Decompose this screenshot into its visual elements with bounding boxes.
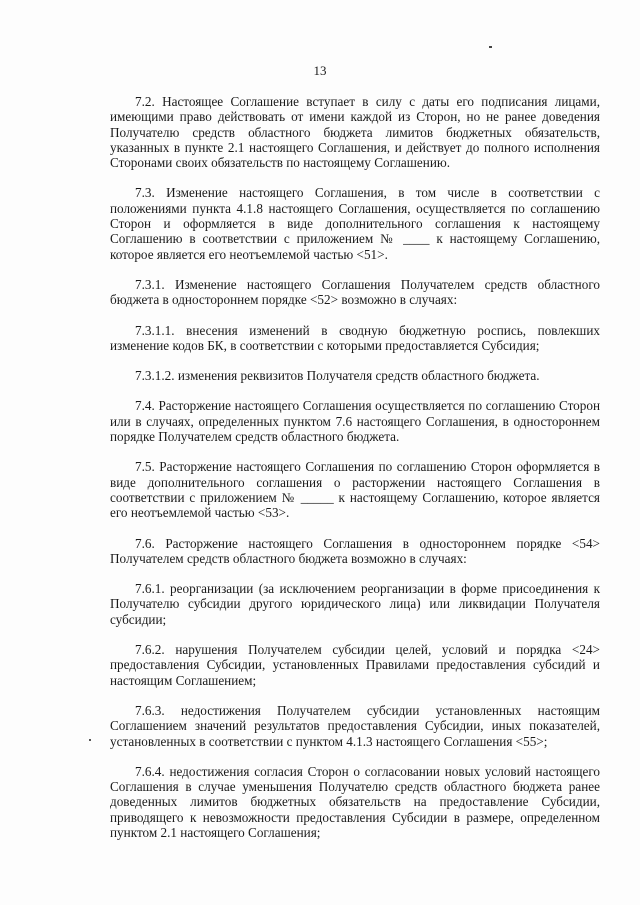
paragraph-7-3-1-1: 7.3.1.1. внесения изменений в сводную бюджетную роспись, повлекших изменение кодов БК, в соответствии с которыми предоставляется Субсидия; bbox=[110, 322, 600, 353]
paragraph-7-6-4: 7.6.4. недостижения согласия Сторон о согласовании новых условий настоящего Соглашения в случае уменьшения Получателю средств областного бюджета ранее доведенных лимитов бюджетных обязательств на предоставление Субсидии, приводящего к невозможности предоставления Субсидии в размере, определенном пунктом 2.1 настоящего Соглашения; bbox=[110, 763, 600, 840]
scan-speck bbox=[489, 46, 492, 48]
paragraph-7-3-1-2: 7.3.1.2. изменения реквизитов Получателя средств областного бюджета. bbox=[135, 368, 540, 384]
paragraph-7-3-1: 7.3.1. Изменение настоящего Соглашения Получателем средств областного бюджета в одностороннем порядке <52> возможно в случаях: bbox=[110, 276, 600, 308]
document-body bbox=[110, 94, 600, 855]
scan-speck bbox=[89, 739, 91, 741]
page-number: 13 bbox=[313, 63, 327, 78]
paragraph-7-6-2: 7.6.2. нарушения Получателем субсидии целей, условий и порядка <24> предоставления Субсидии, установленных Правилами предоставления субсидий и настоящим Соглашением; bbox=[110, 642, 600, 688]
paragraph-7-3: 7.3. Изменение настоящего Соглашения, в том числе в соответствии с положениями пункта 4.1.8 настоящего Соглашения, осуществляется по соглашению Сторон и оформляется в виде дополнительного соглашения к настоящему Соглашению в соответствии с приложением № ____ к настоящему Соглашению, которое является его неотъемлемой частью <51>. bbox=[110, 185, 600, 262]
paragraph-7-6-1: 7.6.1. реорганизации (за исключением реорганизации в форме присоединения к Получателю субсидии другого юридического лица) или ликвидации Получателя субсидии; bbox=[110, 581, 600, 627]
paragraph-7-6: 7.6. Расторжение настоящего Соглашения в одностороннем порядке <54> Получателем средств областного бюджета возможно в случаях: bbox=[110, 535, 600, 566]
paragraph-7-5: 7.5. Расторжение настоящего Соглашения по соглашению Сторон оформляется в виде дополнительного соглашения о расторжении настоящего Соглашения в соответствии с приложением № _____ к настоящему Соглашению, которое является его неотъемлемой частью <53>. bbox=[110, 459, 600, 521]
paragraph-7-2: 7.2. Настоящее Соглашение вступает в силу с даты его подписания лицами, имеющими право действовать от имени каждой из Сторон, но не ранее доведения Получателю средств областного бюджета лимитов бюджетных обязательств, указанных в пункте 2.1 настоящего Соглашения, и действует до полного исполнения Сторонами своих обязательств по настоящему Соглашению. bbox=[110, 94, 600, 171]
paragraph-7-4: 7.4. Расторжение настоящего Соглашения осуществляется по соглашению Сторон или в случаях, определенных пунктом 7.6 настоящего Соглашения, в одностороннем порядке Получателем средств областного бюджета. bbox=[110, 398, 600, 445]
paragraph-7-6-3: 7.6.3. недостижения Получателем субсидии установленных настоящим Соглашением значений результатов предоставления Субсидии, иных показателей, установленных в соответствии с пунктом 4.1.3 настоящего Соглашения <55>; bbox=[110, 702, 600, 749]
